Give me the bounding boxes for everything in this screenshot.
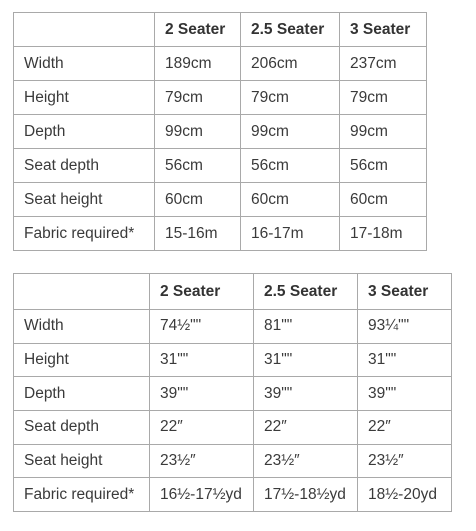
row-label-fabric-required: Fabric required* — [14, 478, 150, 512]
table-cell: 22″ — [254, 411, 358, 445]
table-cell: 23½″ — [254, 444, 358, 478]
header-cell-empty — [14, 13, 155, 47]
table-header-row — [14, 274, 452, 310]
table-cell: 56cm — [155, 149, 241, 183]
row-label-seat-depth: Seat depth — [14, 411, 150, 445]
header-cell-2-5-seater: 2.5 Seater — [254, 274, 358, 310]
table-cell: 22″ — [150, 411, 254, 445]
table-cell: 189cm — [155, 47, 241, 81]
table-cell: 81"" — [254, 310, 358, 344]
table-cell: 39"" — [358, 377, 452, 411]
header-cell-3-seater: 3 Seater — [340, 13, 427, 47]
table-row — [14, 149, 427, 183]
table-cell: 56cm — [340, 149, 427, 183]
table-cell: 31"" — [150, 343, 254, 377]
table-row — [14, 47, 427, 81]
table-cell: 18½-20yd — [358, 478, 452, 512]
row-label-height: Height — [14, 343, 150, 377]
table-cell: 93¼"" — [358, 310, 452, 344]
table-cell: 17-18m — [340, 217, 427, 251]
table-cell: 237cm — [340, 47, 427, 81]
table-row — [14, 343, 452, 377]
row-label-width: Width — [14, 47, 155, 81]
table-row — [14, 183, 427, 217]
table-cell: 99cm — [241, 115, 340, 149]
table-row — [14, 411, 452, 445]
metric-dimensions-table — [13, 12, 427, 251]
row-label-fabric-required: Fabric required* — [14, 217, 155, 251]
table-cell: 79cm — [155, 81, 241, 115]
table-cell: 39"" — [150, 377, 254, 411]
row-label-width: Width — [14, 310, 150, 344]
row-label-seat-depth: Seat depth — [14, 149, 155, 183]
table-cell: 60cm — [340, 183, 427, 217]
table-cell: 23½″ — [150, 444, 254, 478]
row-label-height: Height — [14, 81, 155, 115]
table-row — [14, 377, 452, 411]
table-cell: 22″ — [358, 411, 452, 445]
table-cell: 56cm — [241, 149, 340, 183]
table-cell: 60cm — [155, 183, 241, 217]
header-cell-2-seater: 2 Seater — [155, 13, 241, 47]
table-cell: 16½-17½yd — [150, 478, 254, 512]
table-row — [14, 444, 452, 478]
imperial-dimensions-table — [13, 273, 452, 512]
table-row — [14, 478, 452, 512]
table-cell: 16-17m — [241, 217, 340, 251]
header-cell-3-seater: 3 Seater — [358, 274, 452, 310]
table-row — [14, 81, 427, 115]
table-row — [14, 217, 427, 251]
table-cell: 79cm — [340, 81, 427, 115]
table-row — [14, 310, 452, 344]
table-cell: 17½-18½yd — [254, 478, 358, 512]
table-cell: 31"" — [358, 343, 452, 377]
table-cell: 79cm — [241, 81, 340, 115]
table-cell: 23½″ — [358, 444, 452, 478]
table-cell: 15-16m — [155, 217, 241, 251]
table-row — [14, 115, 427, 149]
header-cell-2-seater: 2 Seater — [150, 274, 254, 310]
table-cell: 206cm — [241, 47, 340, 81]
table-cell: 99cm — [155, 115, 241, 149]
table-cell: 99cm — [340, 115, 427, 149]
table-header-row — [14, 13, 427, 47]
row-label-depth: Depth — [14, 115, 155, 149]
row-label-seat-height: Seat height — [14, 183, 155, 217]
table-cell: 60cm — [241, 183, 340, 217]
header-cell-2-5-seater: 2.5 Seater — [241, 13, 340, 47]
header-cell-empty — [14, 274, 150, 310]
table-cell: 74½"" — [150, 310, 254, 344]
table-cell: 39"" — [254, 377, 358, 411]
row-label-seat-height: Seat height — [14, 444, 150, 478]
table-cell: 31"" — [254, 343, 358, 377]
row-label-depth: Depth — [14, 377, 150, 411]
